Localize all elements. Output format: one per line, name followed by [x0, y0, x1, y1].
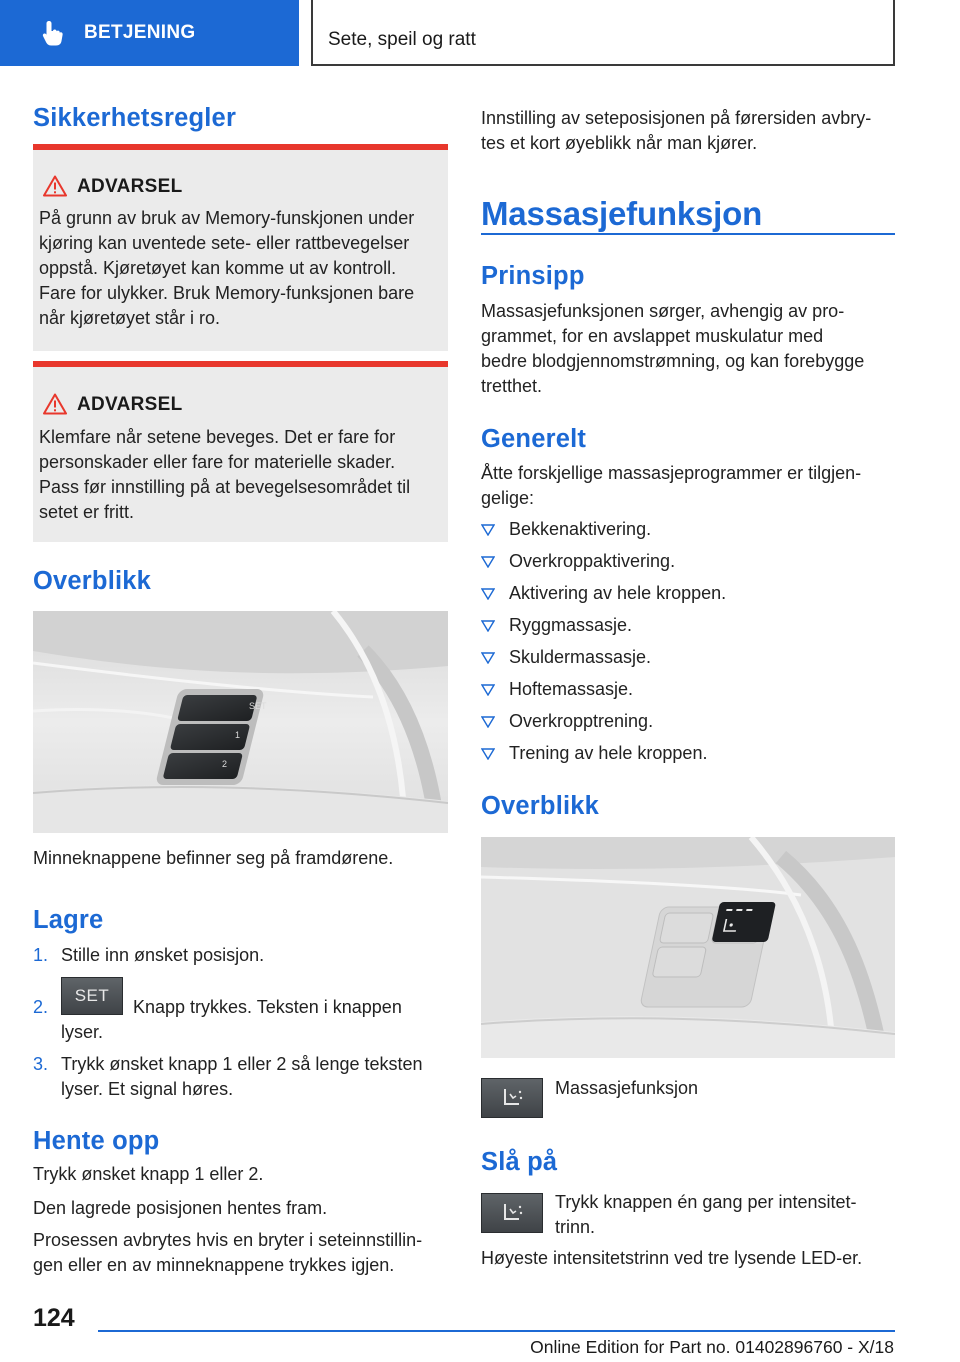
massage-button-image	[481, 1078, 543, 1118]
memory-buttons-photo	[33, 611, 448, 833]
principle-heading: Prinsipp	[481, 262, 585, 290]
bullet-triangle-icon	[481, 556, 495, 568]
step-text: Stille inn ønsket posisjon.	[61, 945, 265, 965]
general-heading: Generelt	[481, 425, 587, 453]
store-heading: Lagre	[33, 906, 104, 934]
warning-title: ADVARSEL	[77, 176, 183, 197]
warning-title: ADVARSEL	[77, 394, 183, 415]
section-title: BETJENING	[84, 22, 196, 43]
bullet-triangle-icon	[481, 716, 495, 728]
bullet-triangle-icon	[481, 620, 495, 632]
massage-button-photo	[481, 837, 895, 1058]
step-text: lyser.	[61, 1022, 104, 1042]
recall-text: Den lagrede posisjonen hentes fram.	[33, 1198, 328, 1218]
max-level-text: Høyeste intensitetstrinn ved tre lysende LED-er.	[481, 1248, 863, 1268]
bullet-triangle-icon	[481, 748, 495, 760]
chapter-tab	[311, 0, 895, 66]
recall-heading: Hente opp	[33, 1127, 160, 1155]
step-number: 1.	[33, 945, 49, 965]
set-button-image: SET	[61, 977, 123, 1015]
massage-icon-caption: Massasjefunksjon	[555, 1078, 699, 1098]
memory-2-label: 2	[222, 759, 228, 769]
switch-on-text: Trykk knappen én gang per intensitet- trinn.	[555, 1192, 857, 1237]
warning-triangle-icon	[43, 393, 67, 415]
step-number: 3.	[33, 1054, 49, 1074]
set-label: SET	[249, 701, 267, 711]
hand-pointer-icon	[38, 18, 68, 48]
bullet-triangle-icon	[481, 652, 495, 664]
intro-text: Innstilling av seteposisjonen på førersiden avbry- tes et kort øyeblikk når man kjører.	[481, 108, 872, 153]
warning-box-pinch	[33, 361, 448, 542]
bullet-triangle-icon	[481, 588, 495, 600]
footer-rule	[98, 1330, 895, 1332]
switch-on-heading: Slå på	[481, 1148, 558, 1176]
overview-heading-right: Overblikk	[481, 792, 600, 820]
massage-button-image	[481, 1193, 543, 1233]
recall-text: Trykk ønsket knapp 1 eller 2.	[33, 1164, 264, 1184]
step-text: Knapp trykkes. Teksten i knappen	[133, 997, 402, 1017]
massage-seat-icon	[497, 1201, 527, 1225]
warning-text: På grunn av bruk av Memory-funskjonen under kjøring kan uventede sete- eller rattbevegelser oppstå. Kjøretøyet kan komme ut av kontroll. Fare for ulykker. Bruk Memory-funksjonen bare når kjøretøyet står i ro.	[39, 208, 415, 328]
photo-caption: Minneknappene befinner seg på framdørene.	[33, 848, 394, 868]
step-text: Trykk ønsket knapp 1 eller 2 så lenge teksten lyser. Et signal høres.	[61, 1054, 423, 1099]
principle-text: Massasjefunksjonen sørger, avhengig av pro- grammet, for en avslappet muskulatur med bedre blodgjennomstrømning, og kan forebygge tretthet.	[481, 301, 865, 396]
general-text: Åtte forskjellige massasjeprogrammer er tilgjen- gelige:	[481, 463, 862, 508]
chapter-title: Sete, speil og ratt	[328, 29, 476, 50]
overview-heading: Overblikk	[33, 567, 152, 595]
warning-box-memory	[33, 144, 448, 351]
step-number: 2.	[33, 997, 49, 1017]
page-number: 124	[33, 1304, 75, 1332]
section-tab	[0, 0, 299, 66]
bullet-triangle-icon	[481, 524, 495, 536]
warning-text: Klemfare når setene beveges. Det er fare for personskader eller fare for materielle skader. Pass før innstilling på at bevegelsesområdet til setet er fritt.	[39, 427, 411, 522]
safety-heading: Sikkerhetsregler	[33, 104, 237, 132]
massage-seat-icon	[497, 1086, 527, 1110]
recall-text: Prosessen avbrytes hvis en bryter i seteinnstillin- gen eller en av minneknappene trykkes igjen.	[33, 1230, 423, 1275]
massage-heading: Massasjefunksjon	[481, 195, 763, 232]
heading-rule	[481, 233, 895, 235]
memory-1-label: 1	[235, 730, 241, 740]
bullet-triangle-icon	[481, 684, 495, 696]
edition-text: Online Edition for Part no. 01402896760 - X/18	[530, 1337, 894, 1357]
warning-triangle-icon	[43, 175, 67, 197]
